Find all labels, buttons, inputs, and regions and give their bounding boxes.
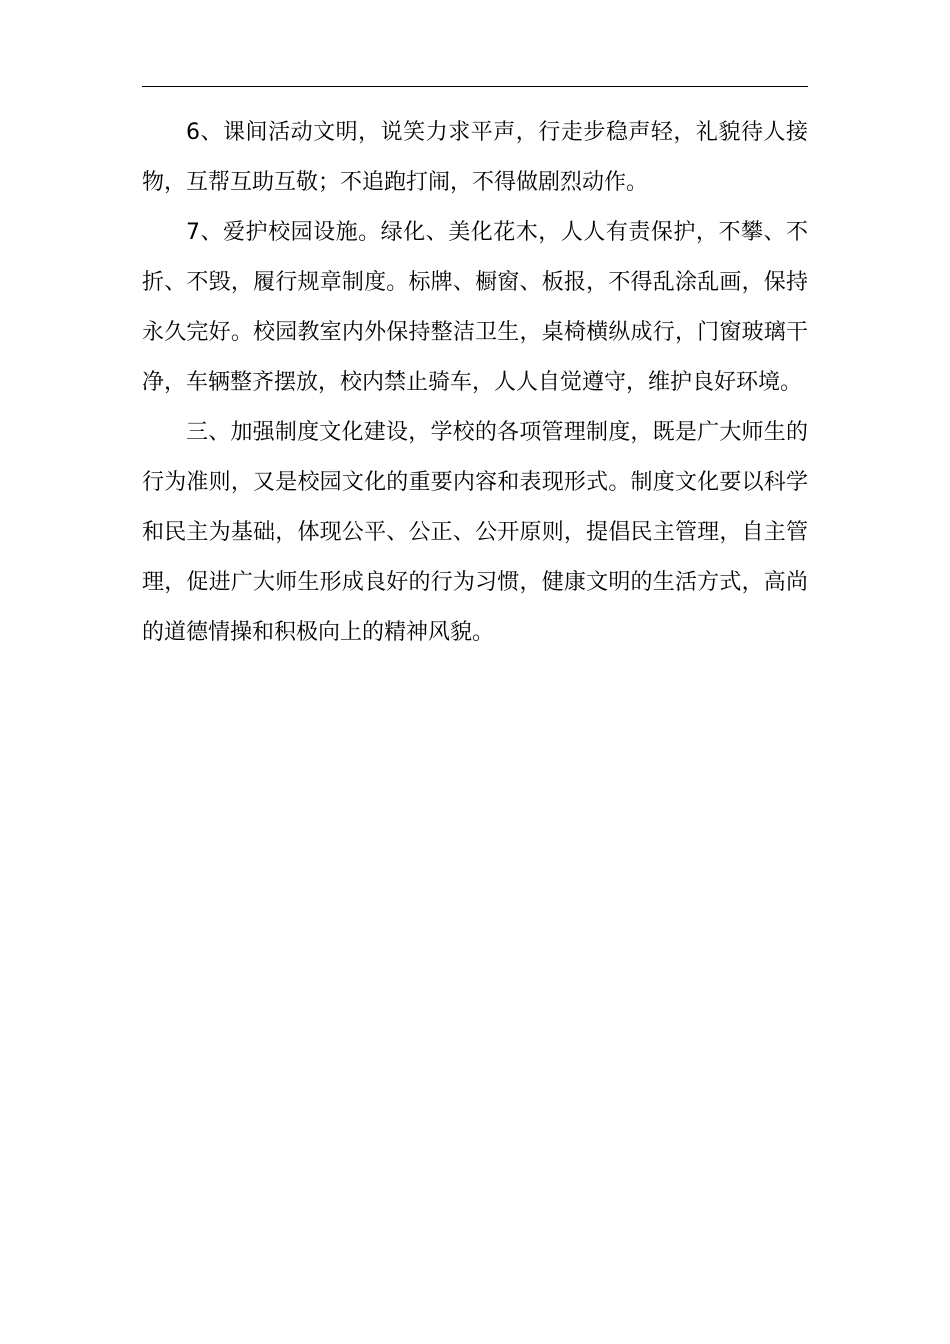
paragraph-item-6: 6、课间活动文明，说笑力求平声，行走步稳声轻，礼貌待人接物，互帮互助互敬；不追跑打闹，不得做剧烈动作。	[142, 120, 808, 195]
paragraph-section-3: 三、加强制度文化建设，学校的各项管理制度，既是广大师生的行为准则，又是校园文化的重要内容和表现形式。制度文化要以科学和民主为基础，体现公平、公正、公开原则，提倡民主管理，自主管理，促进广大师生形成良好的行为习惯，健康文明的生活方式，高尚的道德情操和积极向上的精神风貌。	[142, 420, 808, 645]
header-divider	[142, 86, 808, 87]
document-body	[142, 108, 808, 658]
paragraph-item-7: 7、爱护校园设施。绿化、美化花木，人人有责保护，不攀、不折、不毁，履行规章制度。标牌、橱窗、板报，不得乱涂乱画，保持永久完好。校园教室内外保持整洁卫生，桌椅横纵成行，门窗玻璃干净，车辆整齐摆放，校内禁止骑车，人人自觉遵守，维护良好环境。	[142, 220, 808, 395]
